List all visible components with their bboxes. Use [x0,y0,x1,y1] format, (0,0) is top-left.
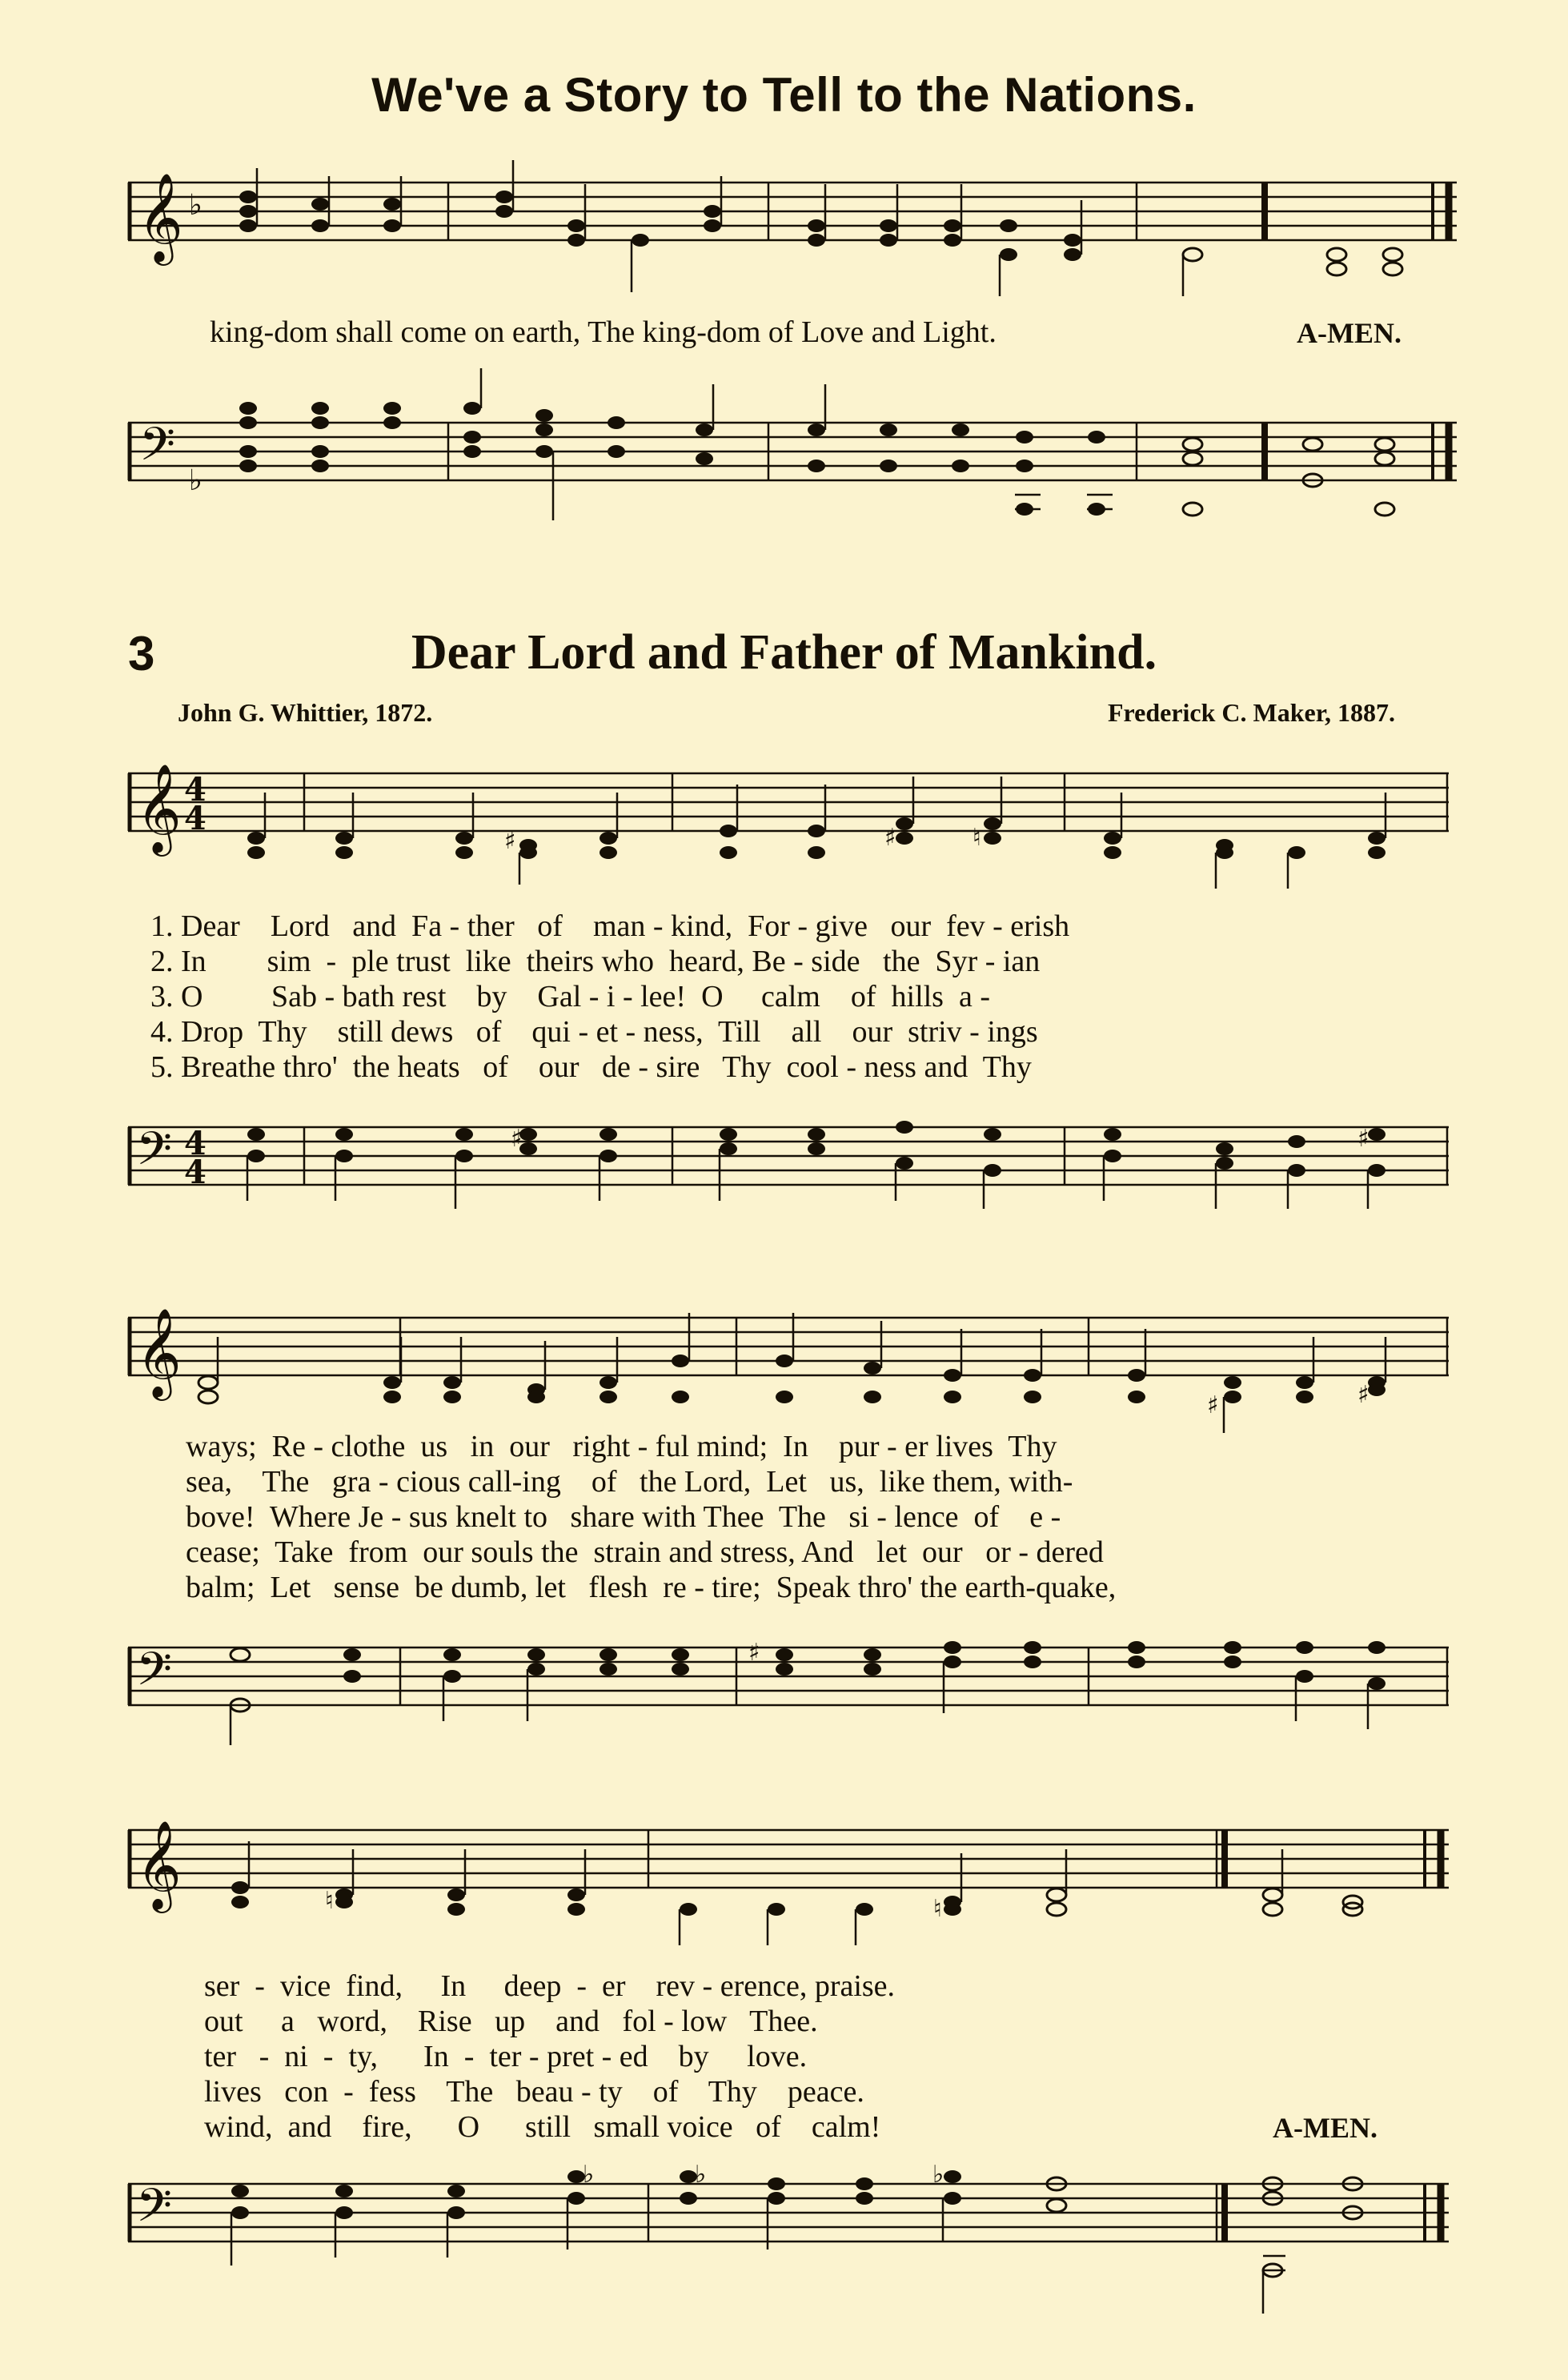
svg-text:𝄞: 𝄞 [138,172,183,262]
hymn-amen: A-MEN. [1273,2112,1378,2144]
system3-verse-2: out a word, Rise up and fol - low Thee. [204,2005,818,2038]
system2-verse-1: ways; Re - clothe us in our right - ful mind; In pur - er lives Thy [186,1430,1057,1463]
svg-text:♮: ♮ [933,1895,942,1923]
system3-verse-4: lives con - fess The beau - ty of Thy peace. [204,2075,864,2109]
system1-treble-staff [128,745,1449,889]
system1-bass-staff [128,1105,1449,1249]
svg-text:♯: ♯ [1207,1391,1219,1419]
system3-verse-5: wind, and fire, O still small voice of calm! [204,2110,881,2144]
system1-verse-3: 3. O Sab - bath rest by Gal - i - lee! O calm of hills a - [150,980,990,1013]
hymn-composer: Frederick C. Maker, 1887. [1107,698,1395,727]
svg-text:♮: ♮ [325,1887,334,1915]
system3-verse-1: ser - vice find, In deep - er rev - erence, praise. [204,1969,896,2003]
svg-text:𝄞: 𝄞 [136,1820,182,1909]
top-hymn-lyric: king-dom shall come on earth, The king-dom of Love and Light. [210,315,997,349]
svg-text:♯: ♯ [511,1125,523,1153]
top-hymn-title: We've a Story to Tell to the Nations. [371,68,1197,122]
svg-text:♯: ♯ [1357,1125,1369,1153]
system1-verse-2: 2. In sim - ple trust like theirs who heard, Be - side the Syr - ian [150,945,1041,978]
system3-bass-staff [128,2161,1449,2322]
svg-text:𝄞: 𝄞 [136,1307,182,1397]
svg-text:4: 4 [184,1125,207,1162]
svg-text:♭: ♭ [695,2161,707,2189]
system2-bass-staff [128,1625,1449,1769]
svg-text:♭: ♭ [583,2161,595,2189]
svg-text:♭: ♭ [189,189,203,222]
system1-verse-1: 1. Dear Lord and Fa - ther of man - kind, For - give our fev - erish [150,909,1070,943]
svg-text:♯: ♯ [504,827,516,855]
svg-text:♮: ♮ [972,824,981,852]
svg-text:𝄢: 𝄢 [136,1122,173,1187]
system2-verse-2: sea, The gra - cious call-ing of the Lord, Let us, like them, with- [186,1465,1073,1499]
svg-text:♯: ♯ [884,824,896,852]
system2-verse-5: balm; Let sense be dumb, let flesh re - tire; Speak thro' the earth-quake, [186,1571,1117,1604]
system3-verse-3: ter - ni - ty, In - ter - pret - ed by love. [204,2040,808,2073]
system2-verse-4: cease; Take from our souls the strain and stress, And let our or - dered [186,1535,1104,1569]
svg-text:♯: ♯ [1357,1381,1369,1409]
system1-verse-4: 4. Drop Thy still dews of qui - et - ness, Till all our striv - ings [150,1015,1038,1049]
svg-text:♯: ♯ [748,1639,760,1667]
hymn-author: John G. Whittier, 1872. [178,698,433,727]
system3-treble-staff [128,1801,1449,1953]
hymn-number: 3 [128,627,155,680]
svg-text:4: 4 [184,1154,207,1191]
svg-text:𝄢: 𝄢 [136,1642,173,1708]
svg-text:♭: ♭ [189,464,203,497]
svg-text:♭: ♭ [932,2161,944,2189]
system2-treble-staff [128,1289,1449,1433]
system1-verse-5: 5. Breathe thro' the heats of our de - sire Thy cool - ness and Thy [150,1050,1032,1084]
system2-verse-3: bove! Where Je - sus knelt to share with Thee The si - lence of e - [186,1500,1061,1534]
top-hymn-amen: A-MEN. [1297,317,1402,349]
svg-text:4: 4 [184,771,207,809]
svg-text:4: 4 [184,800,207,837]
svg-text:𝄞: 𝄞 [136,763,182,853]
top-treble-staff [128,160,1457,304]
svg-text:𝄢: 𝄢 [136,2178,173,2244]
svg-text:𝄢: 𝄢 [139,417,176,483]
top-bass-staff [128,400,1457,560]
hymn-title: Dear Lord and Father of Mankind. [411,625,1157,680]
